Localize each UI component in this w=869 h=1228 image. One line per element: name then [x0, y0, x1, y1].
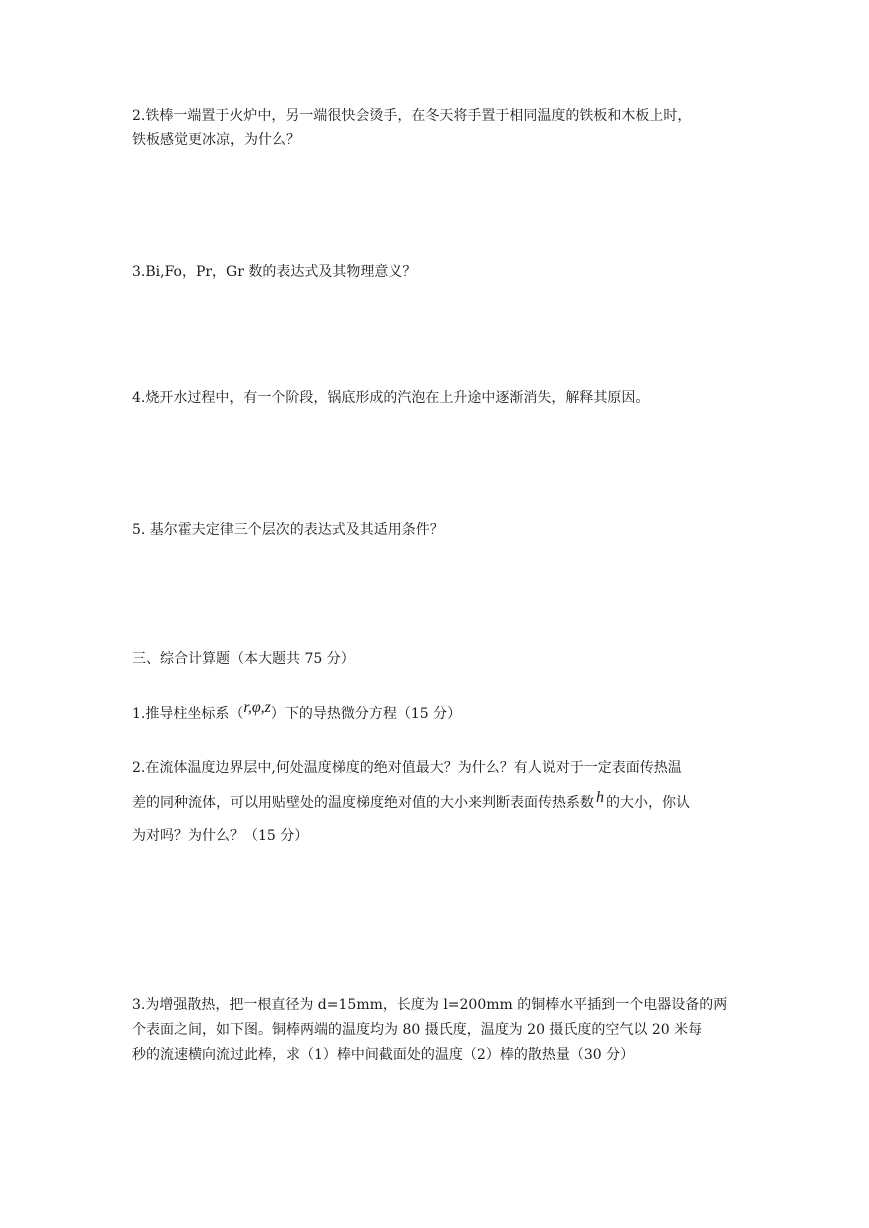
calc-1-text-after: ）下的导热微分方程（15 分）	[270, 706, 462, 722]
calc-question-1	[132, 699, 462, 724]
calc-2-text-before: 差的同种流体，可以用贴壁处的温度梯度绝对值的大小来判断表面传热系数	[132, 795, 594, 811]
question-4-line-1: 4.烧开水过程中，有一个阶段，锅底形成的汽泡在上升途中逐渐消失，解释其原因。	[132, 390, 650, 406]
calc-2-text-after: 的大小，你认	[606, 795, 690, 811]
calc-question-3-line-1: 3.为增强散热，把一根直径为 d=15mm，长度为 l=200mm 的铜棒水平插到一个电器设备的两	[132, 997, 728, 1013]
calc-question-3-line-3: 秒的流速横向流过此棒，求（1）棒中间截面处的温度（2）棒的散热量（30 分）	[132, 1047, 635, 1063]
calc-question-2-line-2	[132, 789, 690, 813]
question-5-line-1: 5. 基尔霍夫定律三个层次的表达式及其适用条件？	[132, 522, 444, 538]
question-3-line-1: 3.Bi,Fo，Pr，Gr 数的表达式及其物理意义？	[132, 264, 417, 280]
question-2-line-2: 铁板感觉更冰凉，为什么？	[132, 132, 300, 148]
calc-question-3-line-2: 个表面之间，如下图。铜棒两端的温度均为 80 摄氏度，温度为 20 摄氏度的空气以 20 米每	[132, 1022, 703, 1038]
calc-question-2-line-3: 为对吗？为什么？（15 分）	[132, 828, 309, 844]
section-3-title: 三、综合计算题（本大题共 75 分）	[132, 651, 355, 667]
calc-1-text-before: 1.推导柱坐标系（	[132, 706, 244, 722]
calc-1-coordinates-math: r,φ,z	[243, 699, 271, 716]
question-2-line-1: 2.铁棒一端置于火炉中，另一端很快会烫手，在冬天将手置于相同温度的铁板和木板上时，	[132, 108, 692, 124]
calc-question-2-line-1: 2.在流体温度边界层中,何处温度梯度的绝对值最大？为什么？有人说对于一定表面传热温	[132, 760, 682, 776]
calc-2-h-math: h	[596, 789, 604, 806]
